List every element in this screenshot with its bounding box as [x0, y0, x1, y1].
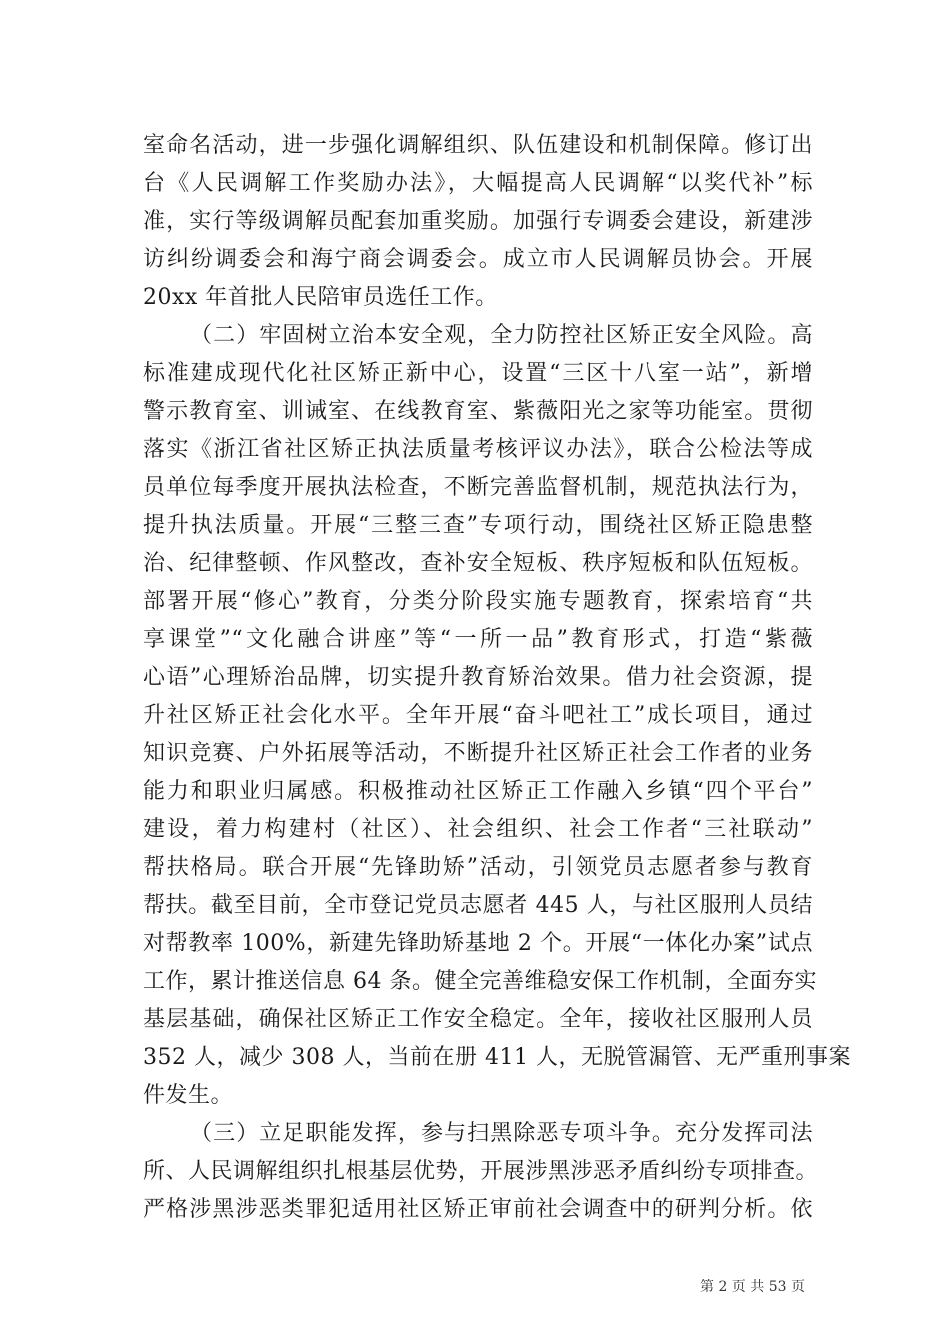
page-number-footer: 第 2 页 共 53 页: [700, 1279, 805, 1295]
text-line: 升社区矫正社会化水平。全年开展“奋斗吧社工”成长项目，通过: [143, 703, 813, 728]
text-line: 室命名活动，进一步强化调解组织、队伍建设和机制保障。修订出: [143, 133, 813, 158]
text-line: 员单位每季度开展执法检查，不断完善监督机制，规范执法行为，: [143, 475, 813, 500]
text-line: 建设，着力构建村（社区）、社会组织、社会工作者“三社联动”: [143, 817, 813, 842]
text-line: 治、纪律整顿、作风整改，查补安全短板、秩序短板和队伍短板。: [143, 551, 813, 576]
text-line: 心语”心理矫治品牌，切实提升教育矫治效果。借力社会资源，提: [143, 665, 813, 690]
text-line: 标准建成现代化社区矫正新中心，设置“三区十八室一站”，新增: [143, 361, 813, 386]
text-line: 能力和职业归属感。积极推动社区矫正工作融入乡镇“四个平台”: [143, 779, 813, 804]
text-line: 帮扶格局。联合开展“先锋助矫”活动，引领党员志愿者参与教育: [143, 855, 813, 880]
section-heading-line: （三）立足职能发挥，参与扫黑除恶专项斗争。充分发挥司法: [190, 1121, 813, 1146]
text-line: 落实《浙江省社区矫正执法质量考核评议办法》，联合公检法等成: [143, 437, 813, 462]
text-line: 件发生。: [143, 1083, 234, 1108]
text-line: 352 人，减少 308 人，当前在册 411 人，无脱管漏管、无严重刑事案: [143, 1045, 851, 1070]
text-line: 访纠纷调委会和海宁商会调委会。成立市人民调解员协会。开展: [143, 247, 813, 272]
text-line: 提升执法质量。开展“三整三查”专项行动，围绕社区矫正隐患整: [143, 513, 813, 538]
text-line: 严格涉黑涉恶类罪犯适用社区矫正审前社会调查中的研判分析。依: [143, 1197, 813, 1222]
text-line: 帮扶。截至目前，全市登记党员志愿者 445 人，与社区服刑人员结: [143, 893, 813, 918]
text-line: 所、人民调解组织扎根基层优势，开展涉黑涉恶矛盾纠纷专项排查。: [143, 1159, 819, 1184]
text-line: 准，实行等级调解员配套加重奖励。加强行专调委会建设，新建涉: [143, 209, 813, 234]
text-line: 对帮教率 100%，新建先锋助矫基地 2 个。开展“一体化办案”试点: [143, 931, 813, 956]
text-line: 台《人民调解工作奖励办法》，大幅提高人民调解“以奖代补”标: [143, 171, 813, 196]
text-line: 工作，累计推送信息 64 条。健全完善维稳安保工作机制，全面夯实: [143, 969, 817, 994]
text-line: 部署开展“修心”教育，分类分阶段实施专题教育，探索培育“共: [143, 589, 813, 614]
text-line: 享课堂”“文化融合讲座”等“一所一品”教育形式，打造“紫薇: [143, 627, 813, 652]
text-line: 基层基础，确保社区矫正工作安全稳定。全年，接收社区服刑人员: [143, 1007, 813, 1032]
section-heading-line: （二）牢固树立治本安全观，全力防控社区矫正安全风险。高: [190, 323, 813, 348]
text-line: 20xx 年首批人民陪审员选任工作。: [143, 285, 498, 310]
text-line: 警示教育室、训诫室、在线教育室、紫薇阳光之家等功能室。贯彻: [143, 399, 813, 424]
text-line: 知识竞赛、户外拓展等活动，不断提升社区矫正社会工作者的业务: [143, 741, 813, 766]
